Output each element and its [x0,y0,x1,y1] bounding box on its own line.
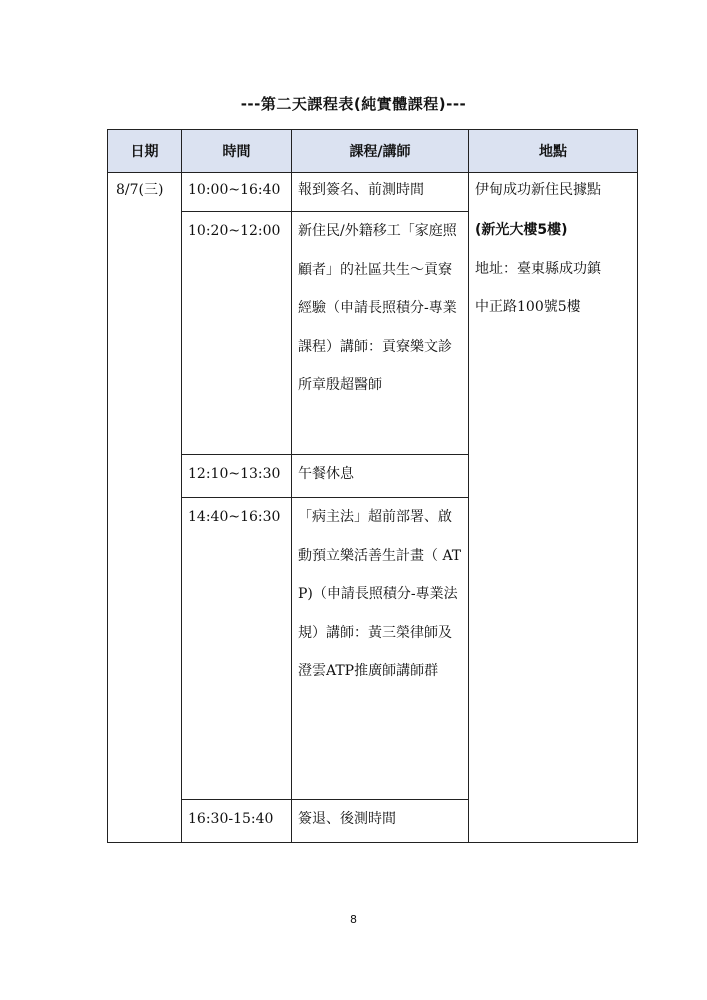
course-cell [292,212,469,455]
table-row [108,173,638,212]
time-text: 10:20~12:00 [188,223,281,239]
time-cell [182,800,292,843]
course-cell [292,173,469,212]
course-text: 簽退、後測時間 [298,811,396,827]
course-text: 新住民/外籍移工「家庭照顧者」的社區共生～貢寮經驗（申請長照積分-專業課程）講師：貢寮樂文診所章殷超醫師 [298,223,457,393]
course-text: 午餐休息 [298,466,354,482]
header-time: 時間 [182,130,292,173]
location-address-1: 地址：臺東縣成功鎮 [475,260,601,277]
location-building: (新光大樓5樓) [475,222,568,238]
course-cell [292,455,469,498]
page-title: ---第二天課程表(純實體課程)--- [240,95,467,113]
header-course: 課程/講師 [292,130,469,173]
page-number: 8 [350,913,357,926]
time-cell [182,455,292,498]
time-text: 14:40~16:30 [188,509,281,525]
time-cell [182,212,292,455]
location-address-2: 中正路100號5樓 [475,299,581,315]
date-text: 8/7(三) [116,182,164,198]
location-name: 伊甸成功新住民據點 [475,182,601,198]
time-cell [182,173,292,212]
course-cell [292,800,469,843]
course-text: 「病主法」超前部署、啟動預立樂活善生計畫（ ATP)（申請長照積分-專業法規）講師：黃三榮律師及澄雲ATP推廣師講師群 [298,509,462,679]
location-cell [469,173,638,843]
time-text: 12:10~13:30 [188,466,281,482]
schedule-table [107,129,638,843]
header-date: 日期 [108,130,182,173]
course-cell [292,498,469,800]
date-cell [108,173,182,843]
time-cell [182,498,292,800]
time-text: 16:30-15:40 [188,811,274,827]
header-location: 地點 [469,130,638,173]
course-text: 報到簽名、前測時間 [298,182,424,198]
time-text: 10:00~16:40 [188,182,281,198]
table-header-row [108,130,638,173]
